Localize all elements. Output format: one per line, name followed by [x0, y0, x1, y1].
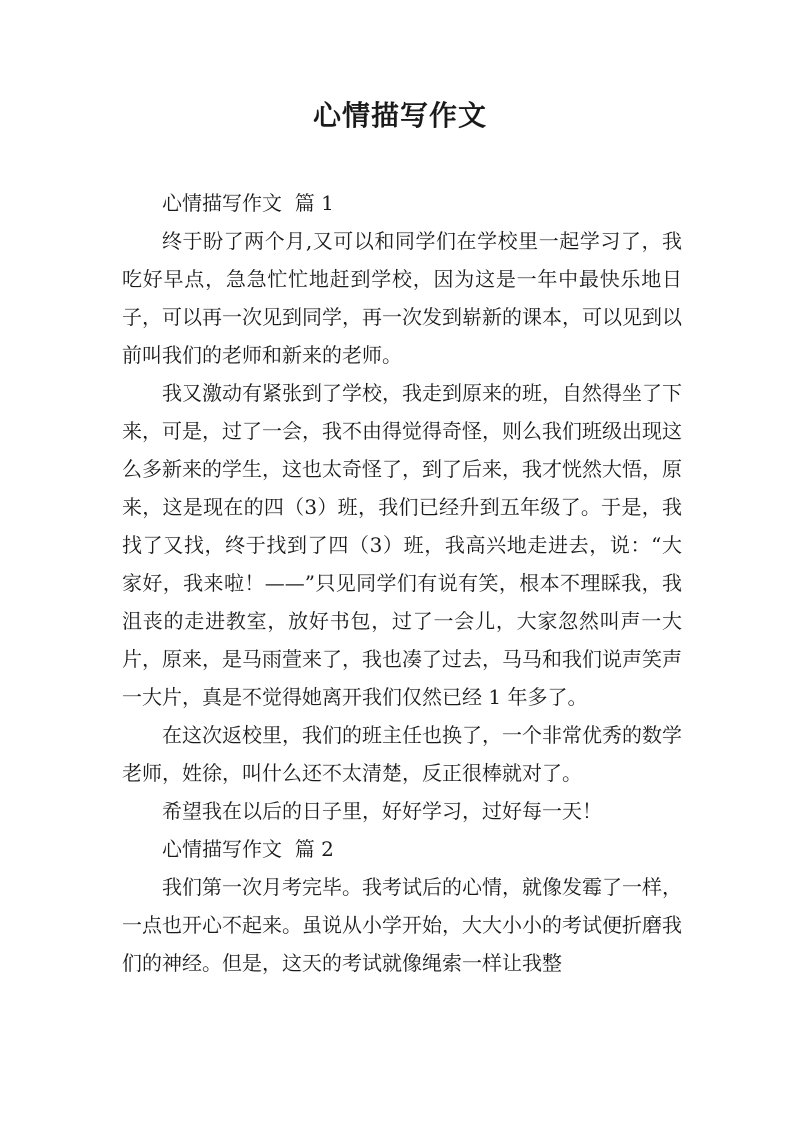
document-body — [122, 184, 682, 982]
document-title: 心情描写作文 — [312, 99, 487, 132]
section-heading-1: 心情描写作文 篇 1 — [162, 191, 334, 215]
paragraph-2-1: 我们第一次月考完毕。我考试后的心情，就像发霉了一样，一点也开心不起来。虽说从小学开始，大大小小的考试便折磨我们的神经。但是，这天的考试就像绳索一样让我整 — [122, 875, 682, 975]
paragraph-1-1: 终于盼了两个月,又可以和同学们在学校里一起学习了，我吃好早点，急急忙忙地赶到学校，因为这是一年中最快乐地日子，可以再一次见到同学，再一次发到崭新的课本，可以见到以前叫我们的老师和新来的老师。 — [122, 229, 682, 367]
paragraph-1-4: 希望我在以后的日子里，好好学习，过好每一天！ — [162, 799, 602, 823]
paragraph-1-3: 在这次返校里，我们的班主任也换了，一个非常优秀的数学老师，姓徐，叫什么还不太清楚，反正很棒就对了。 — [122, 723, 682, 785]
paragraph-1-2: 我又激动有紧张到了学校，我走到原来的班，自然得坐了下来，可是，过了一会，我不由得觉得奇怪，则么我们班级出现这么多新来的学生，这也太奇怪了，到了后来，我才恍然大悟，原来，这是现在的四（3）班，我们已经升到五年级了。于是，我找了又找，终于找到了四（3）班，我高兴地走进去，说：“大家好，我来啦！——”只见同学们有说有笑，根本不理睬我，我沮丧的走进教室，放好书包，过了一会儿，大家忽然叫声一大片，原来，是马雨萱来了，我也凑了过去，马马和我们说声笑声一大片，真是不觉得她离开我们仅然已经 1 年多了。 — [122, 381, 682, 709]
section-heading-2: 心情描写作文 篇 2 — [162, 837, 334, 861]
